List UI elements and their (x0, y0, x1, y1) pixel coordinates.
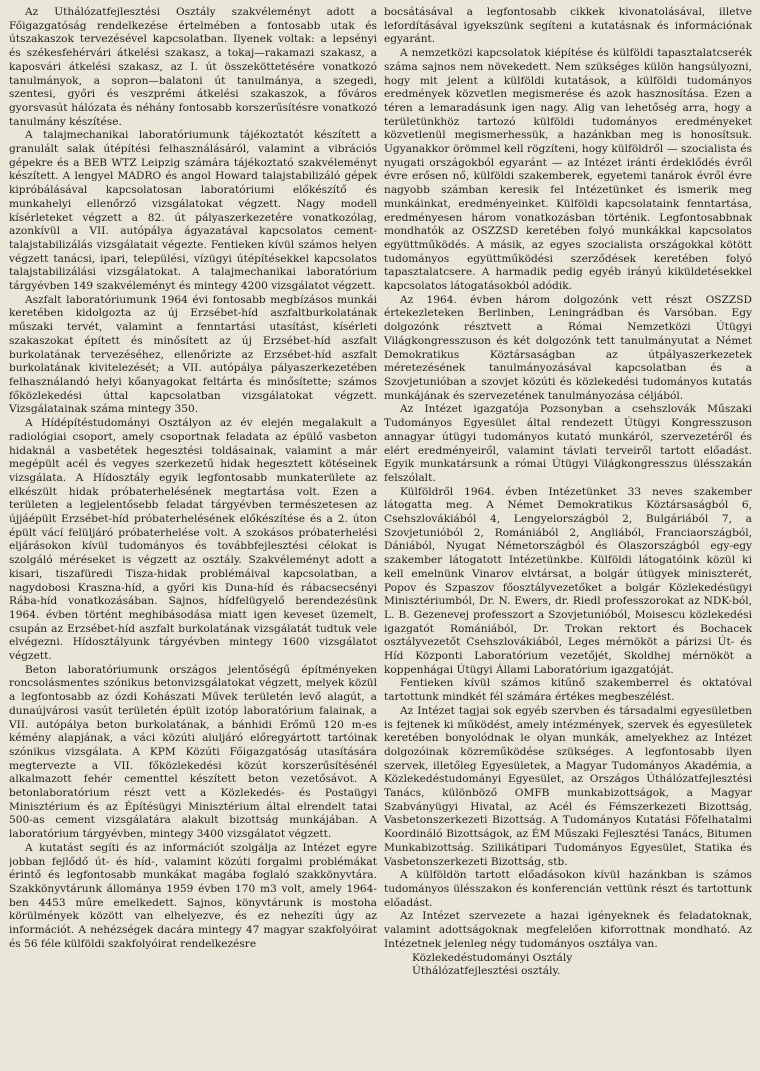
paragraph: Beton laboratóriumunk országos jelentőségű építményeken roncsolásmentes szónikus betonvizsgálatokat végzett, melyek közül a legfontosabb az ózdi Kohászati Művek területén levő alagút, a dunaújvárosi vasút területén épült izotóp laboratórium falainak, a VII. autópálya beton burkolatának, a bánhidi Erőmű 120 m-es kémény alapjának, a váci közúti aluljáró előregyártott tartóinak szónikus vizsgálata. A KPM Közúti Főigazgatóság utasítására megtervezte a VII. főközlekedési közút korszerűsítésénél alkalmazott fehér cementtel készített beton vezetősávot. A betonlaboratórium részt vett a Közlekedés- és Postaügyi Minisztérium és az Építésügyi Minisztérium által elrendelt tatai 500-as cement vizsgálatára alakult bizottság munkájában. A laboratórium tárgyévben, mintegy 3400 vizsgálatot végzett. (9, 663, 377, 841)
right-column (384, 6, 752, 1068)
paragraph: Fentieken kívül számos kitűnő szakemberrel és oktatóval tartottunk mindkét fél számára értékes megbeszélést. (384, 677, 752, 704)
paragraph: Az Intézet tagjai sok egyéb szervben és társadalmi egyesületben is fejtenek ki működést, amely intézmények, szervek és egyesületek keretében bonyolódnak le olyan munkák, amelyekhez az Intézet dolgozóinak közreműködése szükséges. A legfontosabb ilyen szervek, illetőleg Egyesületek, a Magyar Tudományos Akadémia, a Közlekedéstudományi Egyesület, az Országos Úthálózatfejlesztési Tanács, különböző OMFB munkabizottságok, a Magyar Szabványügyi Hivatal, az Acél és Fémszerkezeti Bizottság, Vasbetonszerkezeti Bizottság. A Tudományos Kutatási Főfelhatalmi Koordináló Bizottságok, az ÉM Műszaki Fejlesztési Tanács, Bitumen Munkabizottság. Szilikátipari Tudományos Egyesület, Statika és Vasbetonszerkezeti Bizottság, stb. (384, 704, 752, 868)
paragraph: A nemzetközi kapcsolatok kiépítése és külföldi tapasztalatcserék száma sajnos nem növekedett. Nem szükséges külön hangsúlyozni, hogy mit jelent a külföldi kutatások, a külföldi tudományos eredmények közvetlen megismerése és azok hasznosítása. Ezen a téren a lemaradásunk igen nagy. Alig van lehetőség arra, hogy a területünkhöz tartozó külföldi tudományos eredményeket közvetlenül megismerhessük, a hazánkban meg is honosítsuk. Ugyanakkor örömmel kell rögzíteni, hogy külföldről — szocialista és nyugati országokból egyaránt — az Intézet iránti érdeklődés évről évre erősen nő, külföldi szakemberek, egyetemi tanárok évről évre nagyobb számban keresik fel Intézetünket és ismerik meg munkáinkat, eredményeinket. Külföldi kapcsolataink fenntartása, eredményesen három vonatkozásban történik. Legfontosabbnak mondhatók az OSZZSD keretében folyó munkákkal kapcsolatos együttműködés. A másik, az egyes szocialista országokkal kötött tudományos együttműködési szerződések keretében folyó tapasztalatcsere. A harmadik pedig egyéb irányú kiküldetésekkel kapcsolatos látogatásokból adódik. (384, 47, 752, 293)
paragraph: Az 1964. évben három dolgozónk vett részt OSZZSD értekezleteken Berlinben, Leningrádban és Varsóban. Egy dolgozónk résztvett a Római Nemzetközi Útügyi Világkongresszuson és két dolgozónk tett tanulmányutat a Német Demokratikus Köztársaságban az útpályaszerkezetek méretezésének tanulmányozásával kapcsolatban és a Szovjetunióban a szovjet közúti és közlekedési tudományos kutatás munkájának és szervezetének tanulmányozása céljából. (384, 293, 752, 402)
left-column (9, 6, 377, 1068)
paragraph: Külföldről 1964. évben Intézetünket 33 neves szakember látogatta meg. A Német Demokratikus Köztársaságból 6, Csehszlovákiából 4, Lengyelországból 2, Bulgáriából 7, a Szovjetunióból 2, Romániából 2, Angliából, Franciaországból, Dániából, Nyugat Németországból és Olaszországból egy-egy szakember látogatott Intézetünkbe. Külföldi látogatóink közül ki kell emelnünk Vinarov elvtársat, a bolgár útügyek miniszterét, Popov és Szpaszov főosztályvezetőket a bolgár Közlekedésügyi Minisztériumból, Dr. N. Ewers, dr. Riedl professzorokat az NDK-ból, L. B. Gezenevej professzort a Szovjetunióból, Moisescu közlekedési igazgatót Romániából, Dr. Trokan rektort és Bochacek osztályvezetőt Csehszlovákiából, Leges mérnököt a párizsi Út- és Híd Központi Laboratórium vezetőjét, Skoldhej mérnököt a koppenhágai Útügyi Állami Laboratórium igazgatóját. (384, 485, 752, 676)
paragraph: A talajmechanikai laboratóriumunk tájékoztatót készített a granulált salak útépítési felhasználásáról, valamint a vibrációs gépekre és a BEB WTZ Leipzig számára tájékoztató szakvéleményt készített. A lengyel MADRO és angol Howard talajstabilizáló gépek kipróbálásával kapcsolatosan laboratóriumi előkészítő és munkahelyi ellenőrző vizsgálatokat végzett. Nagy modell kísérleteket végzett a 82. út pályaszerkezetére vonatkozólag, azonkívül a VII. autópálya ágyazatával kapcsolatos cement- talajstabilizálás vizsgálatait végezte. Fentieken kívül számos helyen végzett tanácsi, ipari, települési, vízügyi útépítésekkel kapcsolatos talajstabilizálási vizsgálatokat. A talajmechanikai laboratórium tárgyévben 149 szakvéleményt és mintegy 4200 vizsgálatot végzett. (9, 129, 377, 293)
paragraph: Az Intézet szervezete a hazai igényeknek és feladatoknak, valamint adottságoknak megfelelően kiforrottnak mondható. Az Intézetnek jelenleg négy tudományos osztálya van. (384, 910, 752, 950)
paragraph-continued: bocsátásával a legfontosabb cikkek kivonatolásával, illetve lefordításával igyekszünk segíteni a kutatásnak és információnak egyaránt. (384, 6, 752, 46)
paragraph: Az Úthálózatfejlesztési Osztály szakvéleményt adott a Főigazgatóság rendelkezése értelmében a fontosabb utak és útszakaszok tervezésével kapcsolatban. Ilyenek voltak: a lepsényi és székesfehérvári átkelési szakasz, a tokaj—rakamazi szakasz, a kaposvári átkelési szakasz, az I. út összeköttetésére vonatkozó tanulmányok, a sopron—balatoni út tanulmánya, a szegedi, szentesi, győri és veszprémi átkelési szakaszok, a főváros gyorsvasút hálózata és néhány fontosabb korszerűsítésre vonatkozó tanulmány készítése. (9, 6, 377, 128)
paragraph: A Hídépítéstudományi Osztályon az év elején megalakult a radiológiai csoport, amely csoportnak feladata az épülő vasbeton hidaknál a vasbetétek hegesztési toldásainak, valamint a már megépült acél és vegyes szerkezetű hidak hegesztett kötéseinek vizsgálata. A Hídosztály egyik legfontosabb munkaterülete az elkészült hidak próbaterhelésének megtartása volt. Ezen a területen a legjelentősebb feladat tárgyévben természetesen az újjáépült Erzsébet-híd próbaterhelésének előkészítése és a 2. úton épült vácí felüljáró próbaterhelése volt. A szokásos próbaterhelési eljárásokon kívül tudományos és továbbfejlesztési célokat is szolgáló méréseket is végzett az osztály. Szakvéleményt adott a kisari, tiszafüredi Tisza-hidak problémáival kapcsolatban, a nagydobosi Kraszna-híd, a győri kis Duna-híd és rábacsecsényi Rába-híd vonatkozásában. Sajnos, hídfelügyelő berendezésünk 1964. évben történt meghibásodása miatt igen keveset üzemelt, csupán az Erzsébet-híd aszfalt burkolatának vizsgálatát tudtuk vele elvégezni. Hídosztályunk tárgyévben mintegy 1600 vizsgálatot végzett. (9, 417, 377, 663)
signature-line: Úthálózatfejlesztési osztály. (412, 965, 561, 978)
paragraph: A kutatást segíti és az információt szolgálja az Intézet egyre jobban fejlődő út- és híd-, valamint közúti forgalmi problémákat érintő és legfontosabb munkákat magába foglaló szakkönyvtára. Szakkönyvtárunk állománya 1959 évben 170 m3 volt, amely 1964-ben 4453 műre emelkedett. Sajnos, könyvtárunk is mostoha körülmények között van elhelyezve, és ez nehezíti úgy az információt. A nehézségek dacára mintegy 47 magyar szakfolyóirat és 56 féle külföldi szakfolyóirat rendelkezésre (9, 841, 377, 950)
paragraph: A külföldön tartott előadásokon kívül hazánkban is számos tudományos ülésszakon és konferencián vettünk részt és tartottunk előadást. (384, 869, 752, 909)
signature-line: Közlekedéstudományi Osztály (412, 951, 573, 964)
paragraph: Az Intézet igazgatója Pozsonyban a csehszlovák Műszaki Tudományos Egyesület által rendezett Útügyi Kongresszuson annagyar útügyi tudományos kutató munkáról, szervezetéről és elért eredményeiről, valamint távlati terveiről tartott előadást. Egyik munkatársunk a római Útügyi Világkongresszus ülésszakán felszólalt. (384, 403, 752, 484)
paragraph: Aszfalt laboratóriumunk 1964 évi fontosabb megbízásos munkái keretében kidolgozta az új Erzsébet-híd aszfaltburkolatának műszaki tervét, valamint a fenntartási utasítást, kísérleti szakaszokat épített és minősített az új Erzsébet-híd aszfalt burkolatának tervezéséhez, ellenőrizte az Erzsébet-híd aszfalt burkolatának kivitelezését; a VII. autópálya pályaszerkezetében felhasználandó helyi kőanyagokat feltárta és minősítette; számos főközlekedési úttal kapcsolatban vizsgálatokat végzett. Vizsgálatainak száma mintegy 350. (9, 293, 377, 416)
